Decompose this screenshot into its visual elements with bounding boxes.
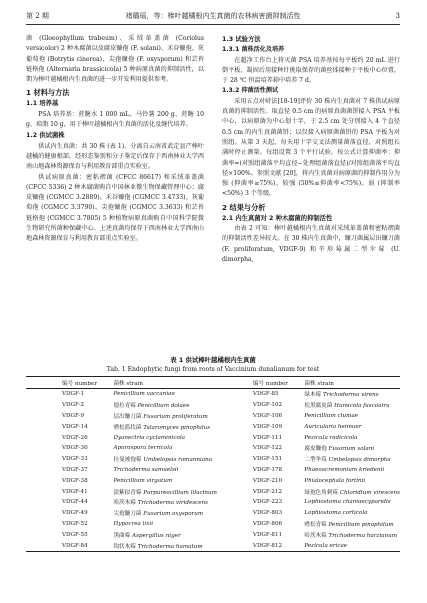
strain-code-left: VDGF-9 xyxy=(62,412,85,419)
paragraph-activation: 在超净工作台上将灭菌 PSA 培养基按每平板约 20 mL 进行倒平板，凝固后用接种针挑取保存的菌丝体接种于平板中心位置，于 28 ℃ 恒温培养箱中培养 7 d。 xyxy=(222,56,400,85)
section-heading-results: 2 结果与分析 xyxy=(222,202,266,212)
strain-latin-name: Trichoderma hamatum xyxy=(137,543,203,550)
paragraph-assay: 采用五点对峙法[18-19]评价 30 株内生真菌对 7 株供试病原真菌的抑制活性。取直径 0.5 cm 的病原真菌菌饼接入 PSA 平板中心，以病原菌为中心划十字，于 2.5 cm 处分别接入 4 个直径 0.5 cm 的内生真菌菌饼；以仅接入病原菌菌饼的 PSA 平板为对照组。从第 3 天起，每天用十字交叉法测量菌落直径，对照组长满时停止测量。每组设置 3 个平行试验。按公式计算抑菌率：抑菌率=(对照组菌落平均直径−处理组菌落直径)/对照组菌落平均直径×100%。参照文献 [20]，将内生真菌对病原菌的抑制作用分为强 (抑菌率≥75%)、较强 (50%≤抑菌率<75%)、弱 (抑制率<50%) 3 个等级。 xyxy=(222,97,400,198)
strain-chinese-name: 松黑腐皮菌 xyxy=(304,403,333,410)
strain-name-right xyxy=(304,389,400,400)
strain-latin-name: Chloridium virescens xyxy=(339,489,400,496)
intro-paragraph-end: 菌 (Gloeophyllum trabeum)、采绒革盖菌 (Coriolus versicolor) 2 种木腐菌以及腐皮镰孢 (F. solani)、禾谷镰孢、灰葡萄孢 (Botrytis cinerea)、尖孢镰孢 (F. oxysporum) 和芸苔链格孢 (Alternaria brassicicola) 5 种病原真菌的抑制活性，以期为棒叶越橘根内生真菌的进一步开发利用提供参考。 xyxy=(26,35,204,84)
strain-chinese-name: 层出镰刀菌 xyxy=(113,413,142,420)
strain-name-right xyxy=(304,421,400,432)
issue-number: 第 2 期 xyxy=(26,12,49,20)
table-row xyxy=(26,432,400,443)
table-row xyxy=(26,421,400,432)
strain-latin-name: Phaeoacremonium kriedenii xyxy=(304,466,385,473)
header-code-right: 编号 number xyxy=(252,380,288,387)
strain-code-left: VDGF-84 xyxy=(62,542,88,549)
strain-name-right xyxy=(304,540,400,551)
strain-latin-name: Talaromyces pinophilus xyxy=(143,424,211,431)
strain-code-left: VDGF-30 xyxy=(62,445,88,452)
strain-code-left: VDGF-41 xyxy=(62,488,88,495)
strain-code-left: VDGF-2 xyxy=(62,402,85,409)
strain-name-left xyxy=(113,421,216,432)
strain-name-right xyxy=(304,400,400,411)
table-row xyxy=(26,540,400,551)
strain-latin-name: Aspergillus niger xyxy=(132,532,181,539)
strain-code-left: VDGF-38 xyxy=(62,477,88,484)
strain-latin-name: Trichoderma virens xyxy=(322,392,379,399)
paragraph-results: 由表 2 可知：棒叶越橘根内生真菌对采绒革盖菌和密粘褶菌的抑制活性差异较大。在 30 株内生真菌中，镰刀菌属层出镰刀菌 (F. proliferatum, VDGF-9) 和辛形莓属二型伞莓 (U. dimorpha, xyxy=(222,225,400,263)
strain-latin-name: Penicillium virgatum xyxy=(113,477,173,484)
strain-name-left xyxy=(113,486,216,497)
strain-latin-name: Penicillium vaccaniae xyxy=(113,391,175,398)
strain-latin-name: Dyanectria cyclaminicola xyxy=(113,434,185,441)
strain-latin-name: Phialocephala fortinii xyxy=(304,477,366,484)
strain-latin-name: Penicillium pinophilum xyxy=(328,521,394,528)
strain-name-right xyxy=(304,432,400,443)
strain-code-right: VDGF-812 xyxy=(252,542,283,549)
strain-latin-name: Auricularia heimuer xyxy=(304,423,362,430)
strain-latin-name: Lophiostoma chamaecyparidis xyxy=(304,499,391,506)
strain-code-right: VDGF-106 xyxy=(252,412,283,419)
strain-chinese-name: 尖孢镰刀菌 xyxy=(113,511,142,518)
subsection-heading-medium: 1.1 培养基 xyxy=(26,100,59,108)
strain-code-left: VDGF-1 xyxy=(62,391,85,398)
strain-code-right: VDGF-102 xyxy=(252,402,283,409)
strain-latin-name: Fusarium oxysporum xyxy=(143,511,204,518)
strain-name-left xyxy=(113,508,216,519)
header-strain-left: 菌株 strain xyxy=(113,380,143,387)
strain-name-right xyxy=(304,508,400,519)
strain-latin-name: Aporospora terricola xyxy=(113,445,173,452)
strain-code-right: VDGF-223 xyxy=(252,499,283,506)
table-row xyxy=(26,529,400,540)
table-1 xyxy=(26,356,400,552)
strain-name-left xyxy=(113,400,216,411)
strain-name-left xyxy=(113,411,216,422)
subsection-heading-strains: 1.2 供试菌株 xyxy=(26,132,65,140)
strain-latin-name: Trichoderma harzianum xyxy=(328,532,398,539)
strain-chinese-name: 淡紫拟青霉 xyxy=(113,489,142,496)
header-strain-right: 菌株 strain xyxy=(304,380,334,387)
strain-chinese-name: 绿孢色角刺霉 xyxy=(304,489,338,496)
strain-chinese-name: 嗜松篮状菌 xyxy=(113,424,142,431)
strain-table xyxy=(26,376,400,552)
strain-name-left xyxy=(113,432,216,443)
subsection-heading-test-methods: 1.3 试验方法 xyxy=(222,36,261,43)
strain-chinese-name: 绿木霉 xyxy=(304,392,322,399)
strain-latin-name: Trichoderma viridescens xyxy=(137,500,208,507)
strain-chinese-name: 嗜松青霉 xyxy=(304,521,327,528)
strain-name-left xyxy=(113,540,216,551)
strain-code-left: VDGF-44 xyxy=(62,499,88,506)
strain-code-left: VDGF-37 xyxy=(62,466,88,473)
strain-chinese-name: 黑曲霉 xyxy=(113,532,131,539)
strain-name-left xyxy=(113,497,216,508)
strain-name-right xyxy=(304,519,400,530)
strain-name-right xyxy=(304,497,400,508)
strain-name-left xyxy=(113,454,216,465)
strain-chinese-name: 钩状木霉 xyxy=(113,543,136,550)
header-code-left: 编号 number xyxy=(62,380,98,387)
strain-code-right: VDGF-111 xyxy=(252,434,283,441)
strain-name-left xyxy=(113,519,216,530)
strain-code-right: VDGF-803 xyxy=(252,510,283,517)
paragraph-medium: PSA 培养基：蔗糖水 1 000 mL、马铃薯 200 g、蔗糖 10 g、琼脂 10 g，用于棒叶越橘根内生真菌的活化及继代培养。 xyxy=(26,110,204,129)
strain-chinese-name: 腐皮镰孢 xyxy=(304,446,327,453)
table-row xyxy=(26,465,400,476)
table-row xyxy=(26,443,400,454)
strain-code-right: VDGF-811 xyxy=(252,531,283,538)
strain-chinese-name: 拉曼被孢霉 xyxy=(113,457,142,464)
page-number: 3 xyxy=(395,12,400,20)
table-row xyxy=(26,519,400,530)
strain-chinese-name: 德拉青霉 xyxy=(113,403,136,410)
strain-code-right: VDGF-109 xyxy=(252,423,283,430)
strain-code-right: VDGF-122 xyxy=(252,445,283,452)
table-caption-cn: 表 1 供试棒叶越橘根内生真菌 xyxy=(170,356,256,364)
strain-code-left: VDGF-14 xyxy=(62,423,88,430)
strain-code-right: VDGF-178 xyxy=(252,466,283,473)
table-row xyxy=(26,497,400,508)
running-header xyxy=(26,10,400,25)
table-row xyxy=(26,486,400,497)
table-row xyxy=(26,454,400,465)
left-column xyxy=(26,34,204,245)
strain-name-right xyxy=(304,486,400,497)
strain-latin-name: Fusarium solani xyxy=(328,446,375,453)
table-caption-en: Tab. 1 Endophytic fungi from roots of Vaccinium dunalianum for test xyxy=(106,366,320,373)
strain-code-right: VDGF-806 xyxy=(252,520,283,527)
strain-name-right xyxy=(304,411,400,422)
strain-chinese-name: 哈茨木霉 xyxy=(304,532,327,539)
strain-latin-name: Umbelopsis dimorpha xyxy=(328,457,391,464)
strain-latin-name: Lophiostoma corticola xyxy=(304,510,368,517)
subsubsection-heading-activation: 1.3.1 菌株活化及培养 xyxy=(222,46,285,54)
strain-latin-name: Fusarium proliferatum xyxy=(143,413,208,420)
table-header-row xyxy=(26,377,400,389)
table-body xyxy=(26,389,400,552)
table-row xyxy=(26,389,400,400)
strain-name-right xyxy=(304,454,400,465)
strain-latin-name: Penicillium dolaee xyxy=(137,403,190,410)
strain-latin-name: Pezicula radicicola xyxy=(304,434,358,441)
strain-code-right: VDGF-151 xyxy=(252,456,283,463)
strain-name-left xyxy=(113,475,216,486)
strain-name-right xyxy=(304,443,400,454)
table-row xyxy=(26,411,400,422)
strain-code-right: VDGF-85 xyxy=(252,391,279,398)
strain-latin-name: Hypocrea lixii xyxy=(113,520,153,527)
strain-chinese-name: 二型伞莓 xyxy=(304,457,327,464)
table-row xyxy=(26,475,400,486)
strain-code-left: VDGF-52 xyxy=(62,520,88,527)
strain-name-right xyxy=(304,529,400,540)
strain-code-left: VDGF-26 xyxy=(62,434,88,441)
strain-code-left: VDGF-33 xyxy=(62,456,88,463)
strain-latin-name: Penicillium cluniae xyxy=(304,412,359,419)
strain-latin-name: Trichoderma samuelsii xyxy=(113,466,179,473)
strain-latin-name: Umbelopsis ramanniana xyxy=(143,457,213,464)
strain-name-left xyxy=(113,443,216,454)
subsection-heading-wood-rot: 2.1 内生真菌对 2 种木腐菌的抑制活性 xyxy=(222,214,333,222)
running-title: 褚璐瑶，等：棒叶越橘根内生真菌的农林病害菌抑制活性 xyxy=(125,12,301,20)
strain-code-right: VDGF-212 xyxy=(252,488,283,495)
table-row xyxy=(26,400,400,411)
paragraph-pathogens: 供试病原真菌：密粘褶菌 (CFCC 86617) 和采绒革盖菌 (CFCC 5336) 2 种木腐菌购自中国林业微生物保藏管理中心；腐皮镰孢 (CGMCC 3.2889)、禾谷镰孢 (CGMCC 3.4733)、灰葡萄孢 (CGMCC 3.3790)、尖孢镰孢 (CGMCC 3.3633) 和芸苔链格孢 (CGMCC 3.7805) 5 种植物病原真菌购自中国科学院微生物研究所菌种保藏中心。上述真菌均保存于西南林业大学西南山地森林资源保育与利用教育部重点实验室。 xyxy=(26,173,204,243)
strain-chinese-name: 哈茨木霉 xyxy=(113,500,136,507)
table-row xyxy=(26,508,400,519)
strain-latin-name: Humicola fuscoatra xyxy=(334,403,390,410)
strain-code-left: VDGF-55 xyxy=(62,531,88,538)
paragraph-endophytes: 供试内生真菌：共 30 株 (表 1)，分离自云南省武定县产棒叶越橘的健康根部，经形态鉴别和分子鉴定后保存于西南林业大学西南山地森林资源保育与利用教育部重点实验室。 xyxy=(26,142,204,171)
strain-name-right xyxy=(304,475,400,486)
strain-latin-name: Purpureocillium lilacinum xyxy=(143,489,217,496)
right-column xyxy=(222,34,400,265)
strain-name-left xyxy=(113,465,216,476)
strain-name-left xyxy=(113,389,216,400)
strain-name-right xyxy=(304,465,400,476)
strain-name-left xyxy=(113,529,216,540)
section-heading-methods: 1 材料与方法 xyxy=(26,88,70,98)
subsubsection-heading-assay: 1.3.2 抑菌活性测试 xyxy=(222,87,279,95)
strain-code-left: VDGF-49 xyxy=(62,510,88,517)
strain-code-right: VDGF-210 xyxy=(252,477,283,484)
strain-latin-name: Pezicula ericae xyxy=(304,542,348,549)
